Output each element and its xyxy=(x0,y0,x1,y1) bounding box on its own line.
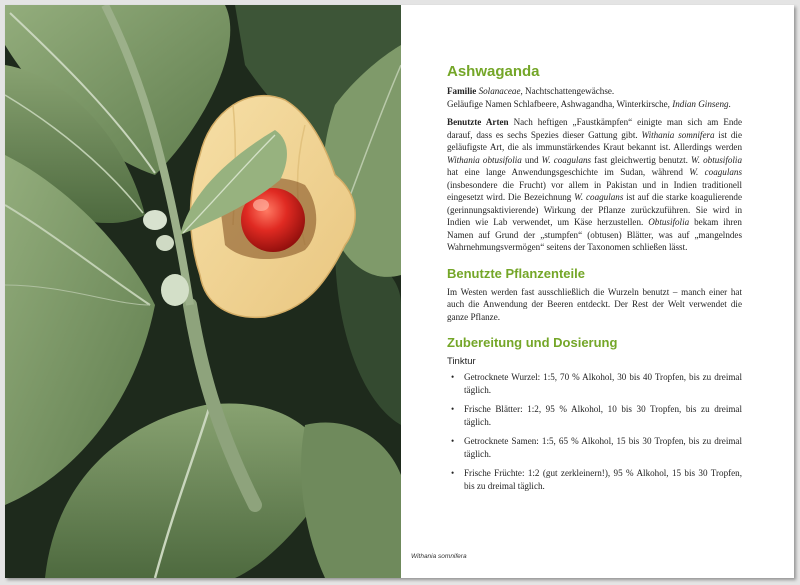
text-run: (insbesondere die Frucht) vor allem in Pakistan und in Indien traditionell eingesetzt wird. Die Bezeichnung xyxy=(447,179,742,202)
family-rest: , Nachtschattengewächse. xyxy=(520,86,615,96)
list-item: • Frische Blätter: 1:2, 95 % Alkohol, 10 bis 30 Tropfen, bis zu dreimal täglich. xyxy=(447,403,742,428)
latin-name: W. coagulans xyxy=(541,154,592,165)
latin-name: W. obtusifolia xyxy=(691,154,743,165)
section-heading-parts: Benutzte Pflanzenteile xyxy=(447,265,585,281)
dosage-list xyxy=(447,371,742,492)
tincture-subheading: Tinktur xyxy=(447,356,476,367)
plant-photo xyxy=(5,5,401,578)
text-run: fast gleichwertig benutzt. xyxy=(591,154,692,165)
family-latin: Solanaceae xyxy=(478,86,521,96)
ashwaganda-illustration xyxy=(5,5,401,578)
common-names-text: Geläufige Namen Schlafbeere, Ashwagandha, Winterkirsche, xyxy=(447,98,673,109)
list-item: • Getrocknete Samen: 1:5, 65 % Alkohol, 15 bis 30 Tropfen, bis zu dreimal täglich. xyxy=(447,435,742,460)
latin-name: W. coagulans xyxy=(574,192,624,202)
text-run: ist die geläufigste Art, die als immunstärkendes Kraut bekannt ist. Allerdings werden xyxy=(447,129,742,152)
photo-caption: Withania somnifera xyxy=(411,553,467,560)
text-run: ist auf die starke koagulierende (gerinnungsaktivierende) Wirkung der Pflanze zurückzuführen. Sie wird in Indien wie Lab verwendet, um Käse herzustellen. xyxy=(447,192,743,227)
text-run: bekam ihren Namen auf Grund der „stumpfen“ (obtusen) Blätter, was auf „mangelndes Wahrnehmungsvermögen“ seitens der Taxonomen schließen lässt. xyxy=(447,217,742,252)
family-label: Familie xyxy=(447,86,477,96)
used-species-label: Benutzte Arten xyxy=(447,117,509,127)
latin-name: Obtusifolia xyxy=(648,217,690,227)
common-names-italic: Indian Ginseng xyxy=(672,98,729,109)
list-item: • Getrocknete Wurzel: 1:5, 70 % Alkohol, 30 bis 40 Tropfen, bis zu dreimal täglich. xyxy=(447,371,742,396)
section-heading-dosage: Zubereitung und Dosierung xyxy=(447,335,618,350)
book-spread xyxy=(5,5,794,578)
page-title: Ashwaganda xyxy=(447,63,540,80)
parts-paragraph: Im Westen werden fast ausschließlich die Wurzeln benutzt – manch einer hat auch die Anwendung der Beeren entdeckt. Der Rest der Welt verwendet die ganze Pflanze. xyxy=(447,286,742,322)
family-line xyxy=(447,85,742,98)
text-run: hat eine lange Anwendungsgeschichte im Sudan, während xyxy=(447,167,690,177)
latin-name: Withania obtusifolia xyxy=(447,154,522,165)
list-item: • Frische Früchte: 1:2 (gut zerkleinern!), 95 % Alkohol, 15 bis 30 Tropfen, bis zu dreimal täglich. xyxy=(447,467,742,492)
text-page xyxy=(447,63,742,499)
text-run: Nach heftigen „Faustkämpfen“ einigte man sich am Ende darauf, dass es sechs Spezies dieser Gattung gibt. xyxy=(447,117,743,140)
common-names xyxy=(447,98,742,111)
text-run: und xyxy=(521,154,542,165)
latin-name: W. coagulans xyxy=(689,167,742,177)
used-species-paragraph xyxy=(447,116,742,254)
common-names-end: . xyxy=(728,98,731,109)
latin-name: Withania somnifera xyxy=(641,129,715,140)
